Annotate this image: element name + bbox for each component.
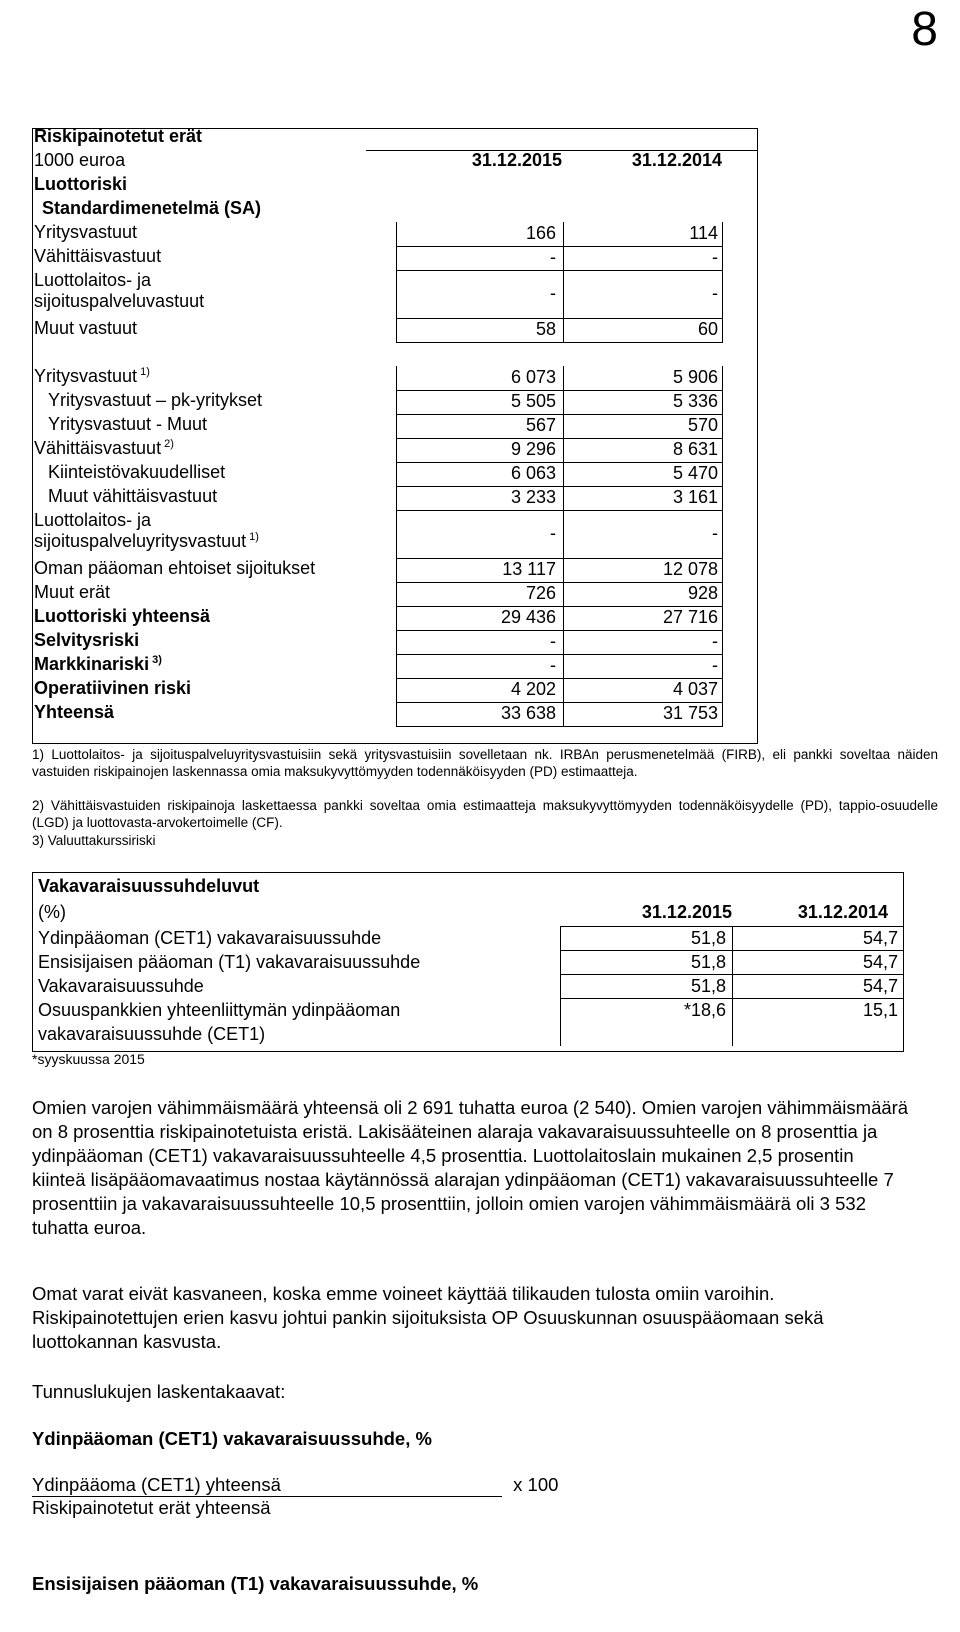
risk-weighted-table <box>32 128 758 744</box>
value-2014: 114 <box>689 223 718 243</box>
value-2015: 33 638 <box>500 703 556 723</box>
value-2014: 570 <box>687 415 718 435</box>
value-2015: - <box>550 247 556 267</box>
capital-col-2015: 31.12.2015 <box>641 902 732 922</box>
footnote-marker: 3) <box>149 654 162 666</box>
table-row <box>32 486 758 510</box>
row-label: Muut erät <box>34 582 111 602</box>
row-label: Operatiivinen riski <box>34 678 192 698</box>
value-2014: - <box>712 523 718 543</box>
value-2014: 31 753 <box>662 703 718 723</box>
value-2015: 29 436 <box>500 607 556 627</box>
table-row <box>32 246 758 270</box>
capital-row <box>32 998 904 1046</box>
table-title: Riskipainotetut erät <box>34 126 203 146</box>
value-2015: 51,8 <box>690 976 726 996</box>
value-2015: 567 <box>525 415 556 435</box>
footnote-marker: 2) <box>161 438 174 450</box>
value-2014: 60 <box>697 319 718 339</box>
capital-row-label: Osuuspankkien yhteenliittymän ydinpääoman vakavaraisuussuhde (CET1) <box>38 1000 401 1044</box>
value-2014: 54,7 <box>862 952 898 972</box>
capital-title: Vakavaraisuussuhdeluvut <box>38 876 260 896</box>
paragraph-minimum-capital: Omien varojen vähimmäismäärä yhteensä oli 2 691 tuhatta euroa (2 540). Omien varojen vähimmäismäärä on 8 prosenttia riskipainotetuista eristä. Lakisääteinen alaraja vakavaraisuussuhteelle on 8 prosenttia ja ydinpääoman (CET1) vakavaraisuussuhteelle 4,5 prosenttia. Luottolaitoslain mukainen 2,5 prosentin kiinteä lisäpääomavaatimus nostaa käytännössä alarajan ydinpääoman (CET1) vakavaraisuussuhteelle 7 prosenttiin ja vakavaraisuussuhteelle 10,5 prosenttiin, jolloin omien varojen vähimmäismäärä oli 3 532 tuhatta euroa. <box>32 1097 909 1238</box>
value-2015: 51,8 <box>690 952 726 972</box>
value-2014: 54,7 <box>862 976 898 996</box>
row-label: Markkinariski $^{3)}$ <box>34 654 162 674</box>
value-2014: - <box>712 631 718 651</box>
capital-ratio-table <box>32 872 904 1052</box>
footnote-marker: 1) <box>246 531 259 543</box>
value-2015: - <box>550 523 556 543</box>
footnote-marker: 1) <box>137 366 150 378</box>
formula-numerator: Ydinpääoma (CET1) yhteensä <box>32 1474 502 1497</box>
value-2015: 726 <box>525 583 556 603</box>
capital-row <box>32 950 904 974</box>
capital-row <box>32 974 904 998</box>
row-label: Vähittäisvastuut <box>34 246 162 266</box>
page-number: 8 <box>911 3 938 56</box>
row-label: Yritysvastuut $^{1)}$ <box>34 366 150 386</box>
table-row <box>32 558 758 582</box>
table-row <box>32 222 758 246</box>
paragraph-formulas-intro: Tunnuslukujen laskentakaavat: <box>32 1381 286 1402</box>
capital-row-label: Ensisijaisen pääoman (T1) vakavaraisuussuhde <box>38 952 421 972</box>
table-row <box>32 318 758 342</box>
table-row <box>32 270 758 318</box>
value-2015: 6 073 <box>510 367 556 387</box>
table-row <box>32 438 758 462</box>
paragraph-own-funds: Omat varat eivät kasvaneen, koska emme voineet käyttää tilikauden tulosta omiin varoihin. Riskipainotettujen erien kasvu johtui pankin sijoituksista OP Osuuskunnan osuuspääomaan sekä luottokannan kasvusta. <box>32 1283 824 1352</box>
row-label: Luottoriski yhteensä <box>34 606 211 626</box>
capital-note: *syyskuussa 2015 <box>32 1051 145 1067</box>
table-row <box>32 678 758 702</box>
value-2015: - <box>550 631 556 651</box>
value-2015: 166 <box>525 223 556 243</box>
row-label: Selvitysriski <box>34 630 140 650</box>
table-row <box>32 390 758 414</box>
value-2014: 928 <box>687 583 718 603</box>
row-label: Yritysvastuut – pk-yritykset <box>48 390 263 410</box>
table-row <box>32 582 758 606</box>
table-row <box>32 462 758 486</box>
col-2015-header: 31.12.2015 <box>471 150 562 170</box>
value-2014: 12 078 <box>662 559 718 579</box>
unit-label: 1000 euroa <box>34 150 126 170</box>
formula-cet1 <box>32 1474 558 1519</box>
row-label: Oman pääoman ehtoiset sijoitukset <box>34 558 316 578</box>
value-2015: 6 063 <box>510 463 556 483</box>
row-label: Luottolaitos- ja sijoituspalveluyritysvastuut $^{1)}$ <box>34 510 259 551</box>
row-label: Muut vähittäisvastuut <box>48 486 218 506</box>
table-row <box>32 630 758 654</box>
value-2015: 9 296 <box>510 439 556 459</box>
formula-heading-t1: Ensisijaisen pääoman (T1) vakavaraisuussuhde, % <box>32 1573 479 1594</box>
value-2014: - <box>712 655 718 675</box>
capital-row <box>32 926 904 950</box>
value-2014: 5 336 <box>672 391 718 411</box>
formula-heading-cet1: Ydinpääoman (CET1) vakavaraisuussuhde, % <box>32 1428 432 1449</box>
credit-risk-label: Luottoriski <box>34 174 127 194</box>
value-2014: 15,1 <box>862 1000 898 1020</box>
value-2014: 8 631 <box>672 439 718 459</box>
formula-denominator: Riskipainotetut erät yhteensä <box>32 1497 271 1518</box>
value-2015: 51,8 <box>690 928 726 948</box>
col-2014-header: 31.12.2014 <box>631 150 722 170</box>
row-label: Yritysvastuut <box>34 222 138 242</box>
row-label: Yritysvastuut - Muut <box>48 414 208 434</box>
table-row <box>32 606 758 630</box>
footnote-1: 1) Luottolaitos- ja sijoituspalveluyritysvastuisiin sekä yritysvastuisiin sovelletaan nk. IRBAn perusmenetelmää (FIRB), eli pankki soveltaa näiden vastuiden riskipainojen laskennassa omia maksukyvyttömyyden todennäköisyyden (PD) estimaatteja. <box>32 747 938 779</box>
capital-col-2014: 31.12.2014 <box>797 902 888 922</box>
footnote-2: 2) Vähittäisvastuiden riskipainoja laskettaessa pankki soveltaa omia estimaatteja maksukyvyttömyyden todennäköisyydelle (PD), tappio-osuudelle (LGD) ja luottovasta-arvokertoimelle (CF). <box>32 798 938 830</box>
capital-row-label: Ydinpääoman (CET1) vakavaraisuussuhde <box>38 928 382 948</box>
row-label: Vähittäisvastuut $^{2)}$ <box>34 438 174 458</box>
table-row <box>32 510 758 558</box>
value-2014: 3 161 <box>672 487 718 507</box>
table-row <box>32 654 758 678</box>
value-2014: 27 716 <box>662 607 718 627</box>
row-label: Yhteensä <box>34 702 115 722</box>
formula-multiplier: x 100 <box>513 1474 559 1495</box>
sa-method-label: Standardimenetelmä (SA) <box>42 198 262 218</box>
capital-unit: (%) <box>38 902 66 922</box>
header-rule <box>366 150 758 151</box>
table-row <box>32 702 758 726</box>
value-2014: - <box>712 283 718 303</box>
footnote-3: 3) Valuuttakurssiriski <box>32 833 156 848</box>
value-2015: - <box>550 283 556 303</box>
value-2015: 3 233 <box>510 487 556 507</box>
value-2014: - <box>712 247 718 267</box>
row-label: Kiinteistövakuudelliset <box>48 462 226 482</box>
value-2015: *18,6 <box>683 1000 726 1020</box>
value-2014: 54,7 <box>862 928 898 948</box>
table-row <box>32 414 758 438</box>
value-2014: 4 037 <box>672 679 718 699</box>
value-2015: 58 <box>535 319 556 339</box>
value-2015: 5 505 <box>510 391 556 411</box>
capital-row-label: Vakavaraisuussuhde <box>38 976 204 996</box>
row-label: Luottolaitos- ja sijoituspalveluvastuut <box>34 270 205 311</box>
value-2014: 5 906 <box>672 367 718 387</box>
value-2015: 13 117 <box>502 559 556 579</box>
table-row <box>32 366 758 390</box>
value-2015: 4 202 <box>510 679 556 699</box>
value-2014: 5 470 <box>672 463 718 483</box>
row-label: Muut vastuut <box>34 318 138 338</box>
value-2015: - <box>550 655 556 675</box>
